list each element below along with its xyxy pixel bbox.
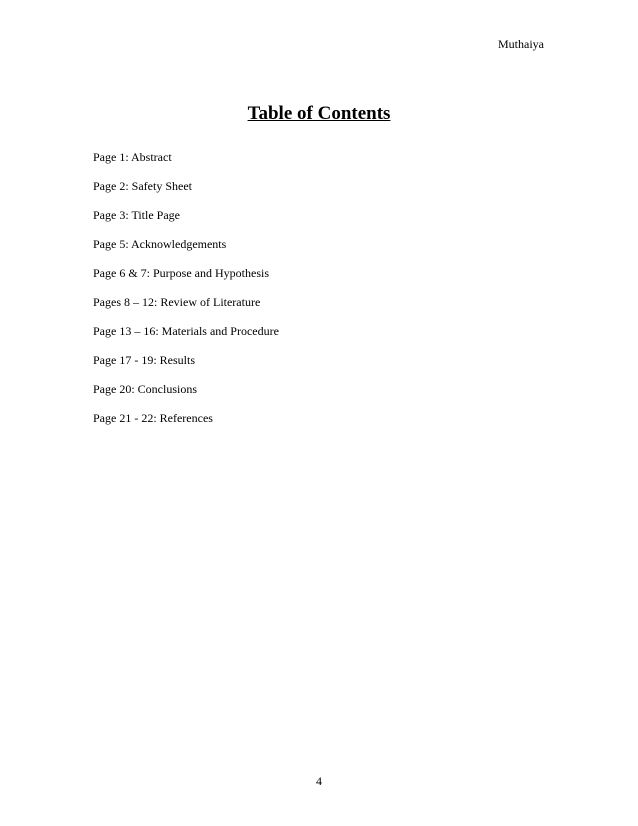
toc-entry-acknowledgements: Page 5: Acknowledgements [93, 237, 227, 251]
page-number: 4 [316, 774, 322, 788]
toc-entry-conclusions: Page 20: Conclusions [93, 382, 197, 396]
toc-entry-abstract: Page 1: Abstract [93, 150, 172, 164]
toc-entry-review-of-literature: Pages 8 – 12: Review of Literature [93, 295, 261, 309]
toc-entry-results: Page 17 - 19: Results [93, 353, 195, 367]
page-title: Table of Contents [247, 103, 391, 124]
toc-entry-purpose-hypothesis: Page 6 & 7: Purpose and Hypothesis [93, 266, 269, 280]
toc-entry-safety-sheet: Page 2: Safety Sheet [93, 179, 192, 193]
toc-entry-materials-procedure: Page 13 – 16: Materials and Procedure [93, 324, 279, 338]
running-header-author: Muthaiya [498, 37, 544, 51]
toc-entry-title-page: Page 3: Title Page [93, 208, 181, 222]
toc-entry-references: Page 21 - 22: References [93, 411, 213, 425]
table-of-contents-list [93, 150, 279, 440]
